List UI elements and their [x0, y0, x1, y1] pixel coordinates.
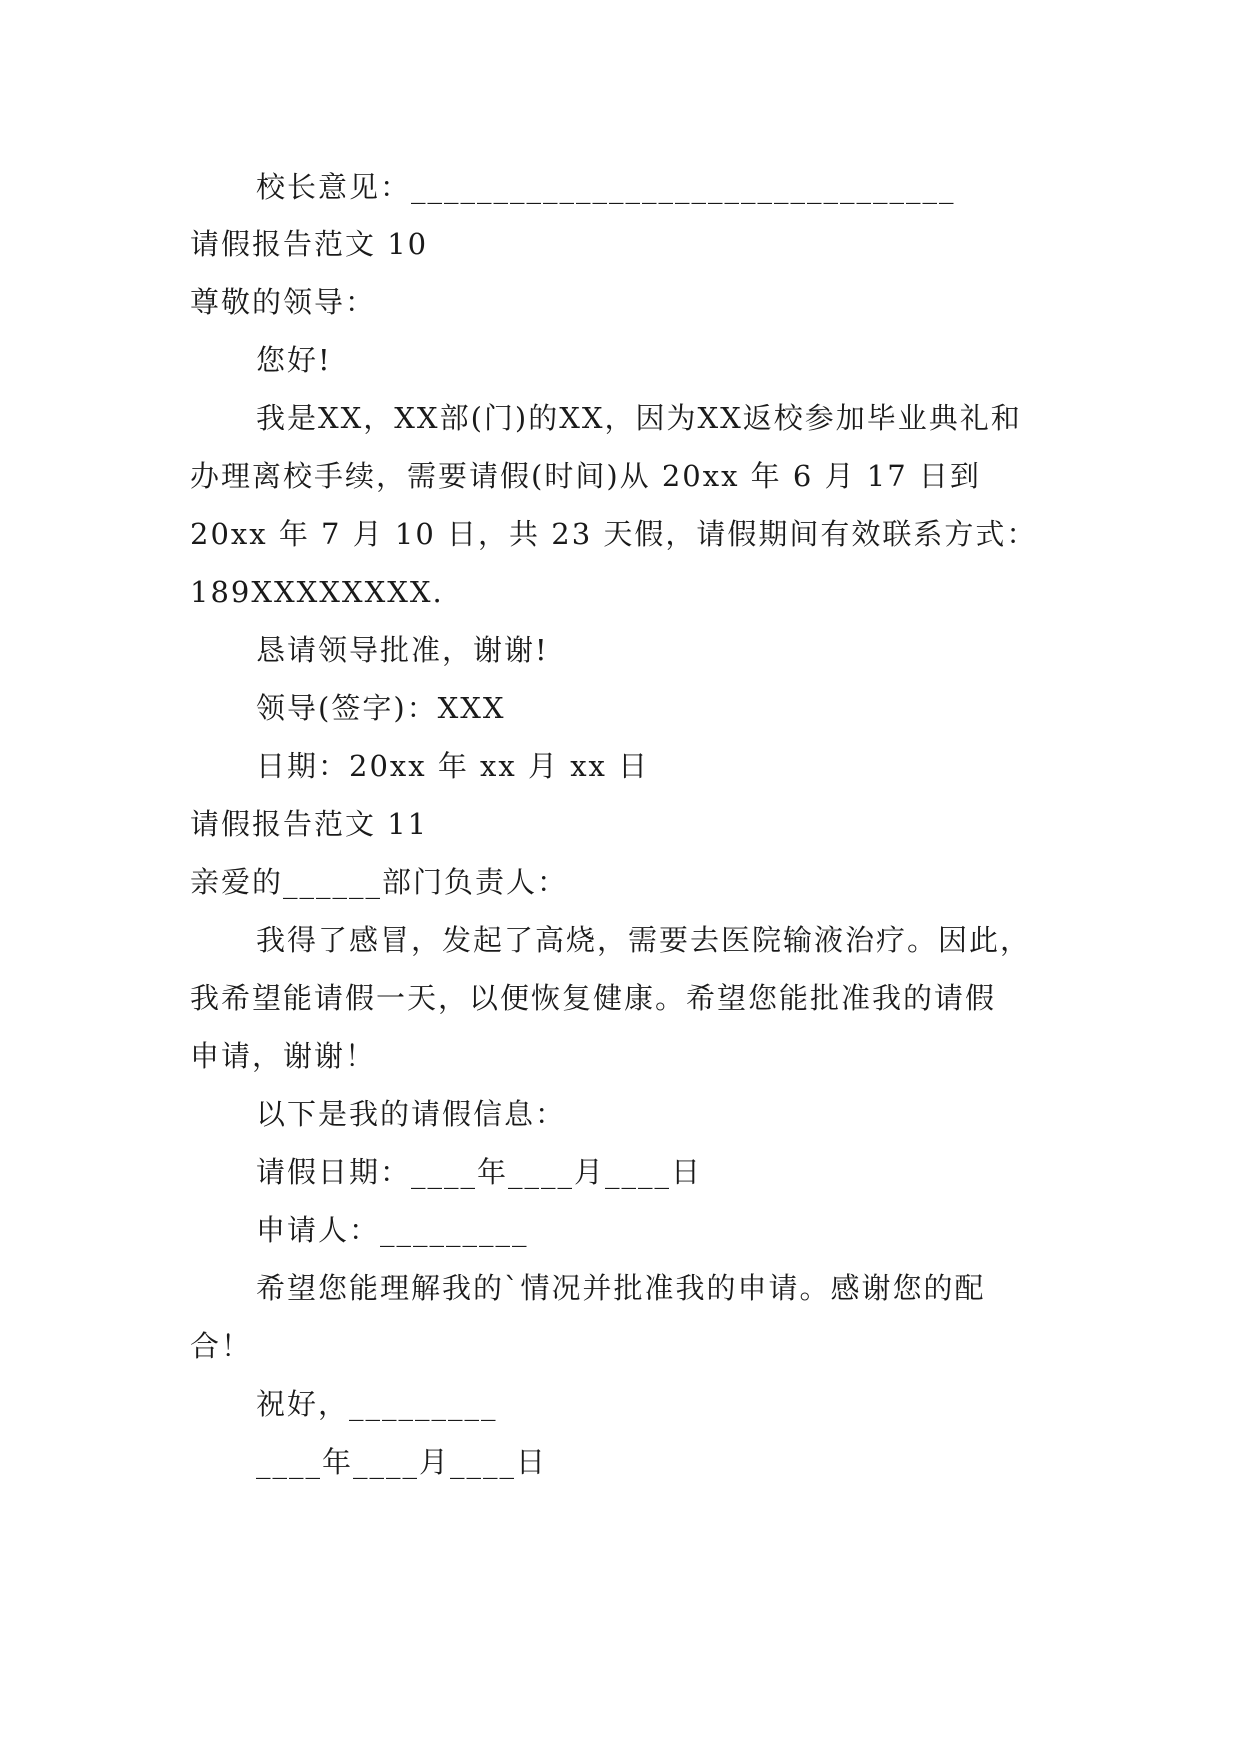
body-10-line-4: 189XXXXXXXX. — [190, 575, 444, 609]
applicant-line-11: 申请人：_________ — [256, 1213, 529, 1247]
leave-date-line-11: 请假日期：____年____月____日 — [256, 1155, 703, 1189]
body-10-line-2: 办理离校手续，需要请假(时间)从 20xx 年 6 月 17 日到 — [190, 459, 981, 493]
leader-signature-10: 领导(签字)：XXX — [256, 691, 506, 725]
info-intro-11: 以下是我的请假信息： — [256, 1097, 567, 1131]
body-10-line-1: 我是XX，XX部(门)的XX，因为XX返校参加毕业典礼和 — [256, 401, 1022, 435]
salutation-11: 亲爱的______部门负责人： — [190, 865, 569, 899]
section-title-10: 请假报告范文 10 — [190, 227, 429, 261]
date-line-10: 日期：20xx 年 xx 月 xx 日 — [256, 749, 650, 783]
signature-date-line-11: ____年____月____日 — [256, 1445, 548, 1479]
body-10-line-3: 20xx 年 7 月 10 日，共 23 天假，请假期间有效联系方式： — [190, 517, 1038, 551]
salutation-10: 尊敬的领导： — [190, 285, 377, 319]
body-11-line-1: 我得了感冒，发起了高烧，需要去医院输液治疗。因此， — [256, 923, 1032, 957]
body-11-line-3: 申请，谢谢！ — [190, 1039, 377, 1073]
greeting-10: 您好! — [256, 343, 332, 377]
regards-line-11: 祝好，_________ — [256, 1387, 498, 1421]
body-11-line-5: 合！ — [190, 1329, 253, 1363]
section-title-11: 请假报告范文 11 — [190, 807, 429, 841]
closing-request-10: 恳请领导批准，谢谢! — [256, 633, 549, 667]
principal-opinion-line: 校长意见：_________________________________ — [256, 170, 956, 204]
body-11-line-2: 我希望能请假一天，以便恢复健康。希望您能批准我的请假 — [190, 981, 997, 1015]
body-11-line-4: 希望您能理解我的`情况并批准我的申请。感谢您的配 — [256, 1271, 986, 1305]
